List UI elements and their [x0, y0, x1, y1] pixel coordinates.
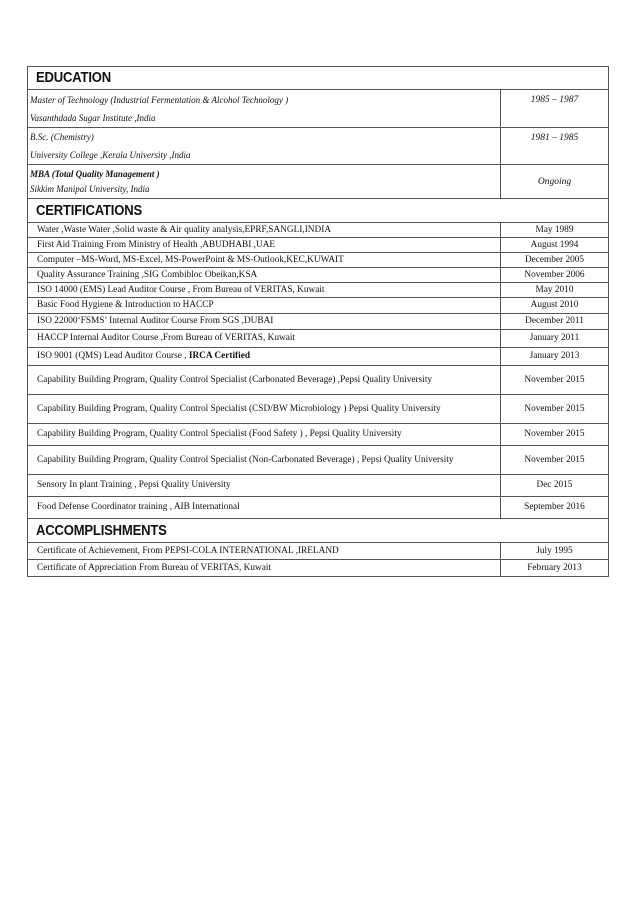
- certification-name-cell: [28, 348, 501, 366]
- certification-highlight: IRCA Certified: [188, 351, 251, 361]
- certification-row: [28, 298, 609, 314]
- education-row: [28, 165, 609, 199]
- education-desc-cell: [28, 128, 501, 165]
- certification-name: Capability Building Program, Quality Control Specialist (Carbonated Beverage) ,Pepsi Quality University: [28, 366, 501, 395]
- accomplishments-header-cell: [28, 519, 609, 543]
- certification-date: November 2015: [501, 366, 609, 395]
- education-date: 1981 – 1985: [501, 128, 609, 165]
- certification-row: [28, 348, 609, 366]
- certification-name: ISO 9001 (QMS) Lead Auditor Course ,: [37, 351, 187, 361]
- education-header-row: [28, 67, 609, 90]
- accomplishment-row: [28, 543, 609, 560]
- certification-row: [28, 395, 609, 424]
- certifications-heading: CERTIFICATIONS: [36, 202, 142, 219]
- certification-name: Water ,Waste Water ,Solid waste & Air quality analysis,EPRF,SANGLI,INDIA: [28, 223, 501, 238]
- certification-row: [28, 268, 609, 283]
- certification-date: May 1989: [501, 223, 609, 238]
- certification-row: [28, 253, 609, 268]
- certification-date: August 1994: [501, 238, 609, 253]
- accomplishment-row: [28, 560, 609, 577]
- certifications-header-row: [28, 199, 609, 223]
- resume-table: [27, 66, 609, 577]
- certification-date: Dec 2015: [501, 475, 609, 497]
- certification-row: [28, 223, 609, 238]
- certifications-header-cell: [28, 199, 609, 223]
- education-heading: EDUCATION: [36, 70, 111, 86]
- certification-date: November 2015: [501, 424, 609, 446]
- certification-date: December 2005: [501, 253, 609, 268]
- certification-date: November 2015: [501, 395, 609, 424]
- education-row: [28, 90, 609, 128]
- education-date: 1985 – 1987: [501, 90, 609, 128]
- accomplishments-heading: ACCOMPLISHMENTS: [36, 522, 167, 539]
- certification-date: May 2010: [501, 283, 609, 298]
- education-degree: Master of Technology (Industrial Fermentation & Alcohol Technology ): [30, 94, 289, 105]
- certification-row: [28, 238, 609, 253]
- certification-name: First Aid Training From Ministry of Health ,ABUDHABI ,UAE: [28, 238, 501, 253]
- certification-row: [28, 366, 609, 395]
- accomplishment-date: July 1995: [501, 543, 609, 560]
- education-degree: MBA (Total Quality Management ): [30, 168, 160, 179]
- education-desc-cell: [28, 165, 501, 199]
- certification-date: September 2016: [501, 497, 609, 519]
- certification-date: November 2006: [501, 268, 609, 283]
- accomplishment-name: Certificate of Appreciation From Bureau of VERITAS, Kuwait: [28, 560, 501, 577]
- certification-name: Basic Food Hygiene & Introduction to HACCP: [28, 298, 501, 314]
- certification-name: ISO 14000 (EMS) Lead Auditor Course , From Bureau of VERITAS, Kuwait: [28, 283, 501, 298]
- education-institute: Vasanthdada Sugar Institute ,India: [30, 112, 156, 123]
- certification-row: [28, 446, 609, 475]
- certification-name: ISO 22000‘FSMS’ Internal Auditor Course From SGS ,DUBAI: [28, 314, 501, 330]
- certification-row: [28, 424, 609, 446]
- education-degree: B.Sc. (Chemistry): [30, 132, 94, 142]
- education-desc-cell: [28, 90, 501, 128]
- certification-row: [28, 314, 609, 330]
- certification-name: Sensory In plant Training , Pepsi Quality University: [28, 475, 501, 497]
- certification-name: HACCP Internal Auditor Course ,From Bureau of VERITAS, Kuwait: [28, 330, 501, 348]
- accomplishment-date: February 2013: [501, 560, 609, 577]
- education-date: Ongoing: [501, 165, 609, 199]
- certification-name: Quality Assurance Training ,SIG Combibloc Obeikan,KSA: [28, 268, 501, 283]
- education-header-cell: [28, 67, 609, 90]
- resume-sheet: [27, 66, 609, 577]
- certification-row: [28, 497, 609, 519]
- certification-name: Capability Building Program, Quality Control Specialist (Food Safety ) , Pepsi Quality University: [28, 424, 501, 446]
- certification-row: [28, 330, 609, 348]
- certification-date: December 2011: [501, 314, 609, 330]
- certification-row: [28, 475, 609, 497]
- education-institute: Sikkim Manipal University, India: [30, 183, 150, 194]
- certification-name: Computer –MS-Word, MS-Excel, MS-PowerPoint & MS-Outlook,KEC,KUWAIT: [28, 253, 501, 268]
- certification-date: January 2011: [501, 330, 609, 348]
- certification-row: [28, 283, 609, 298]
- accomplishments-header-row: [28, 519, 609, 543]
- certification-name: Capability Building Program, Quality Control Specialist (Non-Carbonated Beverage) , Pepsi Quality University: [28, 446, 501, 475]
- certification-name: Food Defense Coordinator training , AIB International: [28, 497, 501, 519]
- education-row: [28, 128, 609, 165]
- certification-date: August 2010: [501, 298, 609, 314]
- education-institute: University College ,Kerala University ,India: [30, 150, 191, 160]
- certification-name: Capability Building Program, Quality Control Specialist (CSD/BW Microbiology ) Pepsi Quality University: [28, 395, 501, 424]
- accomplishment-name: Certificate of Achievement, From PEPSI-COLA INTERNATIONAL ,IRELAND: [28, 543, 501, 560]
- certification-date: January 2013: [501, 348, 609, 366]
- certification-date: November 2015: [501, 446, 609, 475]
